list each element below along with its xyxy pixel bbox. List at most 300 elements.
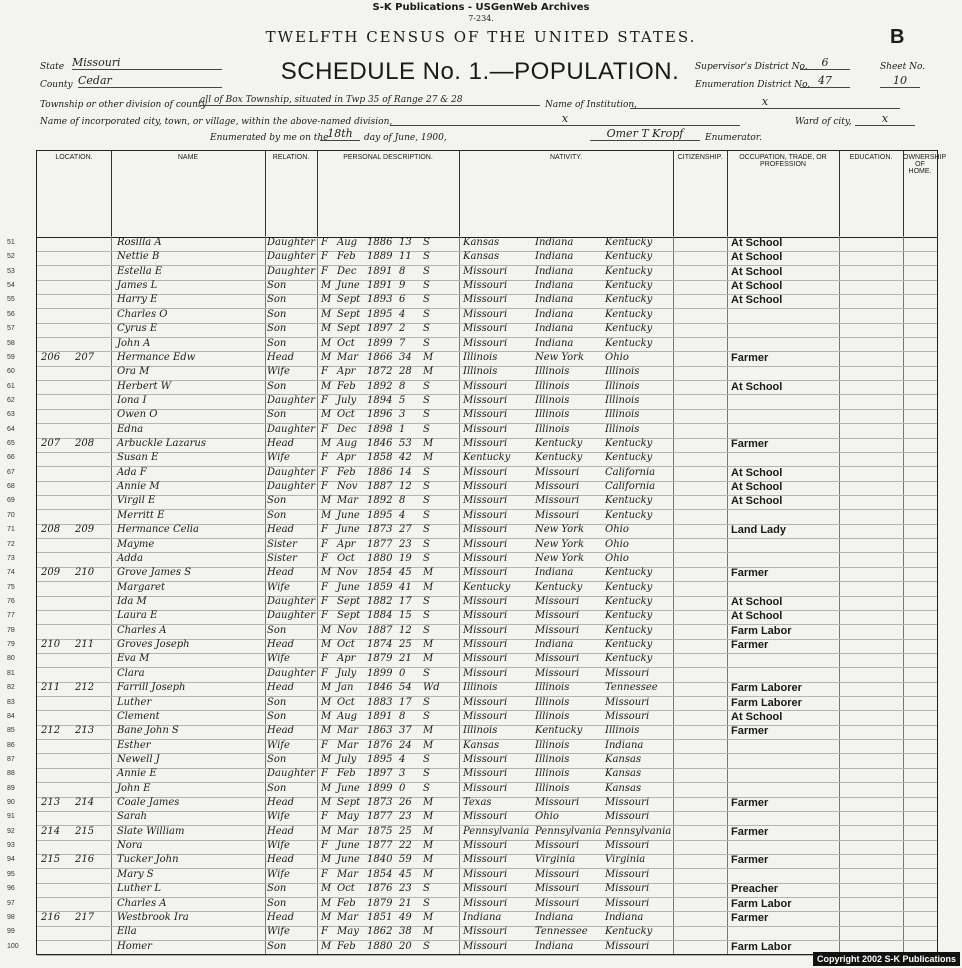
marital-status: S bbox=[423, 380, 430, 392]
person-name: Clement bbox=[117, 710, 160, 722]
occupation: At School bbox=[731, 294, 783, 307]
sex: F bbox=[321, 466, 328, 478]
line-number: 53 bbox=[7, 267, 15, 275]
person-name: Mayme bbox=[117, 538, 155, 550]
birth-month: June bbox=[337, 782, 360, 794]
birthplace: Kentucky bbox=[463, 452, 511, 464]
birthplace: Missouri bbox=[463, 481, 508, 493]
relation: Son bbox=[267, 710, 287, 722]
sex: M bbox=[321, 940, 332, 952]
marital-status: S bbox=[423, 897, 430, 909]
birth-month: June bbox=[337, 581, 360, 593]
father-birthplace: Missouri bbox=[535, 868, 580, 880]
family-number: 211 bbox=[75, 639, 95, 651]
relation: Head bbox=[267, 725, 295, 737]
sex: M bbox=[321, 782, 332, 794]
age: 6 bbox=[399, 294, 406, 306]
birth-month: Feb bbox=[337, 380, 356, 392]
birth-year: 1862 bbox=[367, 926, 393, 938]
marital-status: S bbox=[423, 394, 430, 406]
sheet-value: 10 bbox=[880, 74, 920, 88]
marital-status: S bbox=[423, 466, 430, 478]
sex: M bbox=[321, 825, 332, 837]
relation: Daughter bbox=[267, 768, 315, 780]
person-name: James L bbox=[117, 280, 158, 292]
mother-birthplace: Ohio bbox=[605, 538, 629, 550]
mother-birthplace: Illinois bbox=[605, 380, 640, 392]
mother-birthplace: Ohio bbox=[605, 351, 629, 363]
occupation: At School bbox=[731, 265, 783, 278]
birth-year: 1892 bbox=[367, 495, 393, 507]
father-birthplace: Indiana bbox=[535, 940, 574, 952]
sex: F bbox=[321, 237, 328, 248]
birth-month: Aug bbox=[337, 710, 358, 722]
birth-year: 1879 bbox=[367, 653, 393, 665]
relation: Wife bbox=[267, 452, 290, 464]
person-name: Farrill Joseph bbox=[117, 682, 186, 694]
birth-year: 1880 bbox=[367, 940, 393, 952]
person-name: Esther bbox=[117, 739, 151, 751]
birth-month: July bbox=[337, 753, 357, 765]
relation: Daughter bbox=[267, 466, 315, 478]
mother-birthplace: Missouri bbox=[605, 667, 650, 679]
age: 13 bbox=[399, 237, 412, 248]
county-label: County bbox=[40, 80, 73, 90]
birthplace: Missouri bbox=[463, 409, 508, 421]
birth-month: Oct bbox=[337, 552, 355, 564]
schedule-title: SCHEDULE No. 1.—POPULATION. bbox=[280, 58, 680, 85]
birth-year: 1891 bbox=[367, 710, 393, 722]
age: 21 bbox=[399, 653, 412, 665]
relation: Head bbox=[267, 911, 295, 923]
father-birthplace: Missouri bbox=[535, 495, 580, 507]
birthplace: Missouri bbox=[463, 337, 508, 349]
occupation: Farm Labor bbox=[731, 940, 792, 953]
occupation: Farm Labor bbox=[731, 897, 792, 910]
birth-month: Apr bbox=[337, 452, 356, 464]
relation: Head bbox=[267, 854, 295, 866]
birth-month: June bbox=[337, 280, 360, 292]
sex: M bbox=[321, 682, 332, 694]
marital-status: S bbox=[423, 552, 430, 564]
marital-status: S bbox=[423, 538, 430, 550]
relation: Son bbox=[267, 409, 287, 421]
occupation: Farmer bbox=[731, 797, 769, 810]
birthplace: Missouri bbox=[463, 782, 508, 794]
relation: Son bbox=[267, 280, 287, 292]
age: 25 bbox=[399, 639, 412, 651]
line-number: 93 bbox=[7, 842, 15, 850]
township-label: Township or other division of county bbox=[40, 100, 207, 110]
sex: F bbox=[321, 552, 328, 564]
sex: M bbox=[321, 710, 332, 722]
line-number: 98 bbox=[7, 913, 15, 921]
institution-label: Name of Institution, bbox=[545, 100, 638, 110]
sex: F bbox=[321, 366, 328, 378]
age: 8 bbox=[399, 495, 406, 507]
birthplace: Missouri bbox=[463, 710, 508, 722]
sex: M bbox=[321, 897, 332, 909]
marital-status: M bbox=[423, 926, 434, 938]
birth-year: 1873 bbox=[367, 797, 393, 809]
birth-year: 1887 bbox=[367, 624, 393, 636]
birthplace: Missouri bbox=[463, 667, 508, 679]
sex: M bbox=[321, 509, 332, 521]
birthplace: Missouri bbox=[463, 926, 508, 938]
occupation: At School bbox=[731, 495, 783, 508]
age: 11 bbox=[399, 251, 412, 263]
person-name: Bane John S bbox=[117, 725, 179, 737]
family-number: 213 bbox=[75, 725, 95, 737]
line-number: 81 bbox=[7, 669, 15, 677]
birthplace: Missouri bbox=[463, 524, 508, 536]
line-number: 99 bbox=[7, 928, 15, 936]
person-name: Merritt E bbox=[117, 509, 165, 521]
birth-year: 1892 bbox=[367, 380, 393, 392]
age: 25 bbox=[399, 825, 412, 837]
birth-year: 1897 bbox=[367, 323, 393, 335]
age: 53 bbox=[399, 438, 412, 450]
relation: Daughter bbox=[267, 265, 315, 277]
sex: F bbox=[321, 251, 328, 263]
person-name: Cyrus E bbox=[117, 323, 158, 335]
marital-status: Wd bbox=[423, 682, 440, 694]
father-birthplace: Illinois bbox=[535, 696, 570, 708]
mother-birthplace: Indiana bbox=[605, 911, 644, 923]
mother-birthplace: Virginia bbox=[605, 854, 646, 866]
line-number: 80 bbox=[7, 655, 15, 663]
col-personal: PERSONAL DESCRIPTION. bbox=[317, 151, 460, 240]
mother-birthplace: Missouri bbox=[605, 710, 650, 722]
age: 27 bbox=[399, 524, 412, 536]
sex: M bbox=[321, 351, 332, 363]
sex: F bbox=[321, 423, 328, 435]
father-birthplace: Pennsylvania bbox=[535, 825, 602, 837]
birth-month: Oct bbox=[337, 409, 355, 421]
sex: F bbox=[321, 840, 328, 852]
sheet-label: Sheet No. bbox=[880, 62, 926, 72]
age: 17 bbox=[399, 696, 412, 708]
mother-birthplace: Kansas bbox=[605, 753, 642, 765]
sex: M bbox=[321, 911, 332, 923]
line-number: 87 bbox=[7, 755, 15, 763]
marital-status: S bbox=[423, 940, 430, 952]
father-birthplace: Illinois bbox=[535, 753, 570, 765]
marital-status: S bbox=[423, 509, 430, 521]
person-name: Nora bbox=[117, 840, 143, 852]
line-number: 69 bbox=[7, 497, 15, 505]
birth-year: 1898 bbox=[367, 423, 393, 435]
sex: M bbox=[321, 294, 332, 306]
age: 17 bbox=[399, 596, 412, 607]
birth-year: 1851 bbox=[367, 911, 393, 923]
mother-birthplace: Illinois bbox=[605, 366, 640, 378]
relation: Daughter bbox=[267, 394, 315, 406]
mother-birthplace: Kentucky bbox=[605, 926, 653, 938]
father-birthplace: Missouri bbox=[535, 897, 580, 909]
person-name: Clara bbox=[117, 667, 145, 679]
father-birthplace: Illinois bbox=[535, 768, 570, 780]
birthplace: Missouri bbox=[463, 897, 508, 909]
person-name: Susan E bbox=[117, 452, 159, 464]
publisher-banner: S-K Publications - USGenWeb Archives bbox=[372, 2, 590, 13]
mother-birthplace: Kentucky bbox=[605, 653, 653, 665]
col-name: NAME bbox=[111, 151, 266, 240]
relation: Son bbox=[267, 883, 287, 895]
birthplace: Missouri bbox=[463, 394, 508, 406]
relation: Wife bbox=[267, 581, 290, 593]
birth-month: Oct bbox=[337, 639, 355, 651]
mother-birthplace: Missouri bbox=[605, 811, 650, 823]
birthplace: Pennsylvania bbox=[463, 825, 530, 837]
relation: Son bbox=[267, 624, 287, 636]
marital-status: M bbox=[423, 438, 434, 450]
birth-month: Jan bbox=[337, 682, 354, 694]
sex: F bbox=[321, 524, 328, 536]
line-number: 65 bbox=[7, 440, 15, 448]
birth-year: 1846 bbox=[367, 682, 393, 694]
birth-year: 1899 bbox=[367, 337, 393, 349]
birth-month: Mar bbox=[337, 739, 358, 751]
birth-month: Mar bbox=[337, 911, 358, 923]
person-name: Ida M bbox=[117, 596, 147, 607]
birth-month: Aug bbox=[337, 237, 358, 248]
father-birthplace: Indiana bbox=[535, 639, 574, 651]
relation: Wife bbox=[267, 739, 290, 751]
person-name: Mary S bbox=[117, 868, 154, 880]
birth-year: 1895 bbox=[367, 753, 393, 765]
person-name: Homer bbox=[117, 940, 152, 952]
mother-birthplace: Kentucky bbox=[605, 323, 653, 335]
father-birthplace: Missouri bbox=[535, 653, 580, 665]
line-number: 57 bbox=[7, 325, 15, 333]
father-birthplace: Indiana bbox=[535, 280, 574, 292]
sex: M bbox=[321, 696, 332, 708]
mother-birthplace: Kansas bbox=[605, 782, 642, 794]
age: 4 bbox=[399, 753, 406, 765]
sex: M bbox=[321, 495, 332, 507]
mother-birthplace: Kentucky bbox=[605, 452, 653, 464]
birthplace: Illinois bbox=[463, 725, 498, 737]
birth-month: June bbox=[337, 509, 360, 521]
father-birthplace: Kentucky bbox=[535, 452, 583, 464]
father-birthplace: New York bbox=[535, 538, 584, 550]
birth-month: Sept bbox=[337, 323, 361, 335]
birth-month: Mar bbox=[337, 351, 358, 363]
sex: M bbox=[321, 280, 332, 292]
line-number: 54 bbox=[7, 282, 15, 290]
birth-month: Nov bbox=[337, 481, 358, 493]
birth-month: Feb bbox=[337, 251, 356, 263]
relation: Son bbox=[267, 940, 287, 952]
sex: M bbox=[321, 380, 332, 392]
father-birthplace: Indiana bbox=[535, 294, 574, 306]
birthplace: Kansas bbox=[463, 739, 500, 751]
birth-year: 1877 bbox=[367, 811, 393, 823]
sex: F bbox=[321, 739, 328, 751]
line-number: 68 bbox=[7, 483, 15, 491]
col-education: EDUCATION. bbox=[839, 151, 904, 240]
marital-status: M bbox=[423, 840, 434, 852]
occupation: At School bbox=[731, 710, 783, 723]
birthplace: Missouri bbox=[463, 308, 508, 320]
relation: Son bbox=[267, 337, 287, 349]
father-birthplace: Indiana bbox=[535, 251, 574, 263]
birth-year: 1896 bbox=[367, 409, 393, 421]
birth-month: Sept bbox=[337, 610, 361, 622]
occupation: At School bbox=[731, 280, 783, 293]
sex: F bbox=[321, 596, 328, 607]
line-number: 95 bbox=[7, 870, 15, 878]
relation: Wife bbox=[267, 653, 290, 665]
marital-status: M bbox=[423, 911, 434, 923]
dwelling-number: 215 bbox=[41, 854, 61, 866]
birth-month: June bbox=[337, 854, 360, 866]
birth-month: June bbox=[337, 524, 360, 536]
sex: F bbox=[321, 868, 328, 880]
birth-month: Sept bbox=[337, 596, 361, 607]
marital-status: M bbox=[423, 811, 434, 823]
marital-status: M bbox=[423, 868, 434, 880]
birth-year: 1877 bbox=[367, 840, 393, 852]
marital-status: M bbox=[423, 739, 434, 751]
sex: M bbox=[321, 323, 332, 335]
sex: F bbox=[321, 538, 328, 550]
line-number: 71 bbox=[7, 526, 15, 534]
line-number: 88 bbox=[7, 770, 15, 778]
person-name: Charles A bbox=[117, 624, 167, 636]
relation: Head bbox=[267, 351, 295, 363]
line-number: 89 bbox=[7, 784, 15, 792]
birth-month: Nov bbox=[337, 567, 358, 579]
birthplace: Missouri bbox=[463, 380, 508, 392]
relation: Wife bbox=[267, 868, 290, 880]
birth-month: July bbox=[337, 394, 357, 406]
birth-year: 1872 bbox=[367, 366, 393, 378]
marital-status: M bbox=[423, 725, 434, 737]
occupation: At School bbox=[731, 380, 783, 393]
birth-year: 1899 bbox=[367, 667, 393, 679]
birth-month: Aug bbox=[337, 438, 358, 450]
father-birthplace: Illinois bbox=[535, 366, 570, 378]
birth-month: Oct bbox=[337, 337, 355, 349]
marital-status: M bbox=[423, 351, 434, 363]
dwelling-number: 211 bbox=[41, 682, 61, 694]
relation: Daughter bbox=[267, 423, 315, 435]
person-name: Ada F bbox=[117, 466, 147, 478]
person-name: Margaret bbox=[117, 581, 166, 593]
father-birthplace: Indiana bbox=[535, 337, 574, 349]
age: 24 bbox=[399, 739, 412, 751]
father-birthplace: New York bbox=[535, 351, 584, 363]
birth-month: Oct bbox=[337, 696, 355, 708]
relation: Son bbox=[267, 696, 287, 708]
father-birthplace: Illinois bbox=[535, 782, 570, 794]
sex: M bbox=[321, 308, 332, 320]
mother-birthplace: Pennsylvania bbox=[605, 825, 672, 837]
birth-year: 1895 bbox=[367, 509, 393, 521]
marital-status: S bbox=[423, 337, 430, 349]
sex: F bbox=[321, 265, 328, 277]
person-name: Ella bbox=[117, 926, 137, 938]
mother-birthplace: Kentucky bbox=[605, 596, 653, 607]
birth-month: Apr bbox=[337, 366, 356, 378]
relation: Head bbox=[267, 438, 295, 450]
occupation: Farm Labor bbox=[731, 624, 792, 637]
person-name: Hermance Celia bbox=[117, 524, 199, 536]
age: 7 bbox=[399, 337, 406, 349]
age: 8 bbox=[399, 710, 406, 722]
mother-birthplace: Missouri bbox=[605, 797, 650, 809]
birthplace: Missouri bbox=[463, 653, 508, 665]
age: 41 bbox=[399, 581, 412, 593]
father-birthplace: Missouri bbox=[535, 667, 580, 679]
birthplace: Texas bbox=[463, 797, 492, 809]
col-occupation: OCCUPATION, TRADE, OR PROFESSION bbox=[727, 151, 840, 240]
age: 15 bbox=[399, 610, 412, 622]
ward-label: Ward of city, bbox=[795, 117, 852, 127]
birth-year: 1863 bbox=[367, 725, 393, 737]
occupation: Farmer bbox=[731, 567, 769, 580]
occupation: Farmer bbox=[731, 854, 769, 867]
father-birthplace: Indiana bbox=[535, 265, 574, 277]
line-number: 58 bbox=[7, 339, 15, 347]
birthplace: Missouri bbox=[463, 610, 508, 622]
father-birthplace: Missouri bbox=[535, 624, 580, 636]
enum-district-value: 47 bbox=[800, 74, 850, 88]
family-number: 212 bbox=[75, 682, 95, 694]
relation: Head bbox=[267, 825, 295, 837]
birth-year: 1866 bbox=[367, 351, 393, 363]
family-number: 216 bbox=[75, 854, 95, 866]
birthplace: Missouri bbox=[463, 294, 508, 306]
birth-month: Feb bbox=[337, 940, 356, 952]
mother-birthplace: Kentucky bbox=[605, 308, 653, 320]
line-number: 83 bbox=[7, 698, 15, 706]
mother-birthplace: California bbox=[605, 466, 656, 478]
person-name: Iona I bbox=[117, 394, 147, 406]
mother-birthplace: Illinois bbox=[605, 423, 640, 435]
relation: Son bbox=[267, 753, 287, 765]
family-number: 214 bbox=[75, 797, 95, 809]
father-birthplace: Illinois bbox=[535, 409, 570, 421]
marital-status: S bbox=[423, 524, 430, 536]
occupation: At School bbox=[731, 251, 783, 264]
age: 8 bbox=[399, 265, 406, 277]
marital-status: S bbox=[423, 696, 430, 708]
birthplace: Missouri bbox=[463, 495, 508, 507]
mother-birthplace: Illinois bbox=[605, 725, 640, 737]
marital-status: S bbox=[423, 323, 430, 335]
mother-birthplace: Missouri bbox=[605, 883, 650, 895]
line-number: 91 bbox=[7, 813, 15, 821]
line-number: 62 bbox=[7, 396, 15, 404]
age: 0 bbox=[399, 667, 406, 679]
person-name: Annie M bbox=[117, 481, 160, 493]
birthplace: Missouri bbox=[463, 868, 508, 880]
line-number: 94 bbox=[7, 856, 15, 864]
mother-birthplace: Illinois bbox=[605, 394, 640, 406]
age: 12 bbox=[399, 624, 412, 636]
relation: Son bbox=[267, 308, 287, 320]
father-birthplace: Indiana bbox=[535, 237, 574, 248]
marital-status: M bbox=[423, 854, 434, 866]
mother-birthplace: Kentucky bbox=[605, 639, 653, 651]
birthplace: Missouri bbox=[463, 265, 508, 277]
sex: F bbox=[321, 581, 328, 593]
birth-year: 1882 bbox=[367, 596, 393, 607]
age: 0 bbox=[399, 782, 406, 794]
